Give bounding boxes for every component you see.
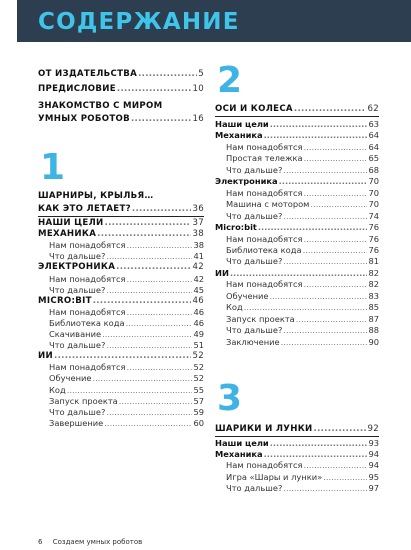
toc-entry-title: Обучение [49,373,92,384]
toc-entry-title: Нам понадобятся [226,279,303,290]
toc-entry-title: Запуск проекта [49,395,118,406]
toc-entry-page: 52 [193,373,204,384]
chapter-page: 36 [192,204,204,214]
toc-leader-dots [102,329,192,340]
toc-entry-title-line1[interactable]: ЗНАКОМСТВО С МИРОМ [38,101,163,111]
chapter-title-row[interactable] [38,204,204,217]
toc-entry[interactable] [215,245,379,256]
toc-entry-title: Нам понадобятся [226,460,303,471]
toc-leader-dots [97,229,191,240]
chapter-title: КАК ЭТО ЛЕТАЕТ? [38,204,131,214]
toc-entry-page: 81 [368,256,379,267]
toc-leader-dots [106,251,192,262]
toc-entry-title: Завершение [49,417,104,428]
toc-entry-title: Что дальше? [226,164,283,175]
toc-leader-dots [304,234,368,245]
toc-leader-dots [270,438,368,449]
toc-leader-dots [310,199,367,210]
toc-entry[interactable] [215,438,379,449]
toc-entry-page: 63 [368,119,379,129]
toc-entry-page: 37 [192,218,204,228]
toc-entry-page: 46 [193,306,204,317]
toc-entry-page: 64 [368,130,379,141]
toc-entry-title: Запуск проекта [226,313,295,324]
toc-entry-title: МЕХАНИКА [38,229,97,240]
toc-entry-page: 42 [193,273,204,284]
toc-entry-title: Обучение [226,290,269,301]
toc-entry-title: Наши цели [215,119,269,129]
toc-leader-dots [279,176,368,187]
toc-entry[interactable] [215,268,379,279]
toc-entry-title: Что дальше? [49,340,106,351]
toc-entry-page: 70 [368,199,379,210]
toc-entry-title: УМНЫХ РОБОТОВ [38,114,130,124]
toc-leader-dots [283,165,367,176]
toc-leader-dots [304,460,368,471]
toc-entry-page: 38 [192,229,204,240]
toc-entry-page: 70 [368,187,379,198]
toc-entry[interactable] [38,362,204,373]
toc-entry-page: 64 [368,141,379,152]
toc-entry[interactable] [215,256,379,267]
toc-entry[interactable] [215,165,379,176]
toc-entry[interactable] [215,337,379,348]
toc-entry[interactable] [38,373,204,384]
toc-entry-page: 82 [368,279,379,290]
toc-entry[interactable] [38,318,204,329]
toc-leader-dots [131,114,191,125]
toc-entry-page: 10 [192,84,204,94]
toc-entry-title: Игра «Шары и лунки» [226,471,323,482]
toc-entry[interactable] [215,449,379,460]
toc-leader-dots [270,119,368,130]
toc-entry-title: Что дальше? [49,251,106,262]
toc-entry[interactable] [215,472,379,483]
toc-entry[interactable] [215,314,379,325]
toc-entry-title: Код [49,384,66,395]
toc-leader-dots [304,142,368,153]
toc-entry-page: 76 [368,233,379,244]
toc-entry-page: 90 [368,336,379,347]
toc-entry-title: Наши цели [215,438,269,448]
toc-entry-title: Что дальше? [226,325,283,336]
toc-entry-title: ЭЛЕКТРОНИКА [38,262,116,273]
footer-page-number: 6 [38,538,43,546]
toc-entry[interactable] [38,385,204,396]
toc-leader-dots [132,204,192,215]
chapter-title-line1[interactable]: ШАРНИРЫ, КРЫЛЬЯ… [38,191,154,201]
toc-entry[interactable] [215,460,379,471]
toc-leader-dots [296,314,368,325]
toc-leader-dots [230,268,368,279]
toc-entry-title: Нам понадобятся [226,233,303,244]
toc-entry[interactable] [38,114,204,125]
toc-entry[interactable] [38,407,204,418]
toc-entry-title: Нам понадобятся [226,141,303,152]
toc-leader-dots [119,396,193,407]
toc-entry-title: Нам понадобятся [49,240,126,251]
toc-leader-dots [283,256,367,267]
toc-leader-dots [105,218,192,229]
chapter-title-row[interactable] [215,104,379,117]
chapter-page: 92 [367,424,379,434]
toc-leader-dots [104,418,192,429]
toc-entry-page: 42 [192,262,204,273]
toc-entry-page: 88 [368,325,379,336]
toc-entry-page: 85 [368,302,379,313]
toc-entry-page: 38 [193,240,204,251]
chapter-page: 62 [367,104,379,114]
toc-entry-page: 68 [368,164,379,175]
toc-entry-title: Нам понадобятся [49,306,126,317]
toc-entry-title: Простая тележка [226,153,303,164]
toc-entry[interactable] [38,229,204,240]
toc-entry[interactable] [38,251,204,262]
toc-entry[interactable] [38,418,204,429]
toc-leader-dots [106,285,192,296]
toc-leader-dots [283,325,367,336]
toc-entry-page: 76 [368,222,379,233]
toc-entry-title: Нам понадобятся [226,187,303,198]
toc-entry-page: 76 [368,244,379,255]
toc-leader-dots [244,302,368,313]
toc-entry[interactable] [38,240,204,251]
toc-entry-title: Что дальше? [49,406,106,417]
toc-leader-dots [127,307,193,318]
toc-entry[interactable] [38,218,204,229]
toc-leader-dots [283,211,367,222]
toc-entry-title: Библиотека кода [226,244,302,255]
toc-entry-title: Механика [215,130,263,141]
toc-entry[interactable] [38,84,204,95]
toc-leader-dots [127,362,193,373]
toc-entry-page: 41 [193,251,204,262]
toc-entry[interactable] [215,325,379,336]
toc-entry[interactable] [215,234,379,245]
toc-entry-page: 87 [368,313,379,324]
toc-entry-page: 46 [192,295,204,306]
toc-entry-title: ПРЕДИСЛОВИЕ [38,84,116,94]
toc-entry-page: 97 [368,482,379,493]
toc-leader-dots [304,153,368,164]
toc-entry-page: 55 [193,384,204,395]
toc-entry[interactable] [38,396,204,407]
toc-entry-title: Что дальше? [49,284,106,295]
toc-entry-page: 83 [368,290,379,301]
toc-entry-title: MICRO:BIT [38,295,92,306]
toc-leader-dots [294,104,367,115]
toc-entry[interactable] [38,262,204,273]
toc-entry-title: Электроника [215,176,278,187]
toc-leader-dots [127,274,193,285]
toc-leader-dots [138,69,197,80]
toc-leader-dots [303,245,368,256]
toc-entry[interactable] [215,130,379,141]
toc-leader-dots [106,340,192,351]
toc-leader-dots [281,337,368,348]
toc-leader-dots [323,472,367,483]
toc-entry-title: ОТ ИЗДАТЕЛЬСТВА [38,69,138,79]
page-footer [38,538,142,546]
toc-entry[interactable] [38,329,204,340]
toc-entry-title: ИИ [215,267,229,278]
toc-entry-page: 16 [192,114,204,124]
toc-entry-page: 93 [368,438,379,448]
toc-entry-title: Код [226,302,243,313]
header-banner [17,0,411,42]
toc-entry-page: 5 [198,69,204,79]
toc-entry-title: Что дальше? [226,256,283,267]
toc-entry-page: 60 [193,417,204,428]
toc-entry-title: Машина с мотором [226,199,310,210]
toc-leader-dots [116,262,191,273]
toc-entry-title: Скачивание [49,329,102,339]
toc-leader-dots [304,279,368,290]
toc-entry-page: 57 [193,395,204,406]
toc-entry[interactable] [215,153,379,164]
toc-entry-page: 82 [368,267,379,278]
toc-entry[interactable] [215,483,379,494]
toc-leader-dots [270,291,368,302]
toc-entry-title: НАШИ ЦЕЛИ [38,218,104,228]
toc-leader-dots [106,407,192,418]
toc-leader-dots [304,188,368,199]
toc-entry-page: 94 [368,449,379,460]
toc-entry-page: 52 [193,362,204,373]
toc-entry-page: 49 [193,329,204,339]
toc-entry[interactable] [215,176,379,187]
chapter-title: ШАРИКИ И ЛУНКИ [215,424,313,434]
toc-leader-dots [126,318,193,329]
toc-leader-dots [264,449,368,460]
toc-entry-title: Библиотека кода [49,317,125,328]
toc-entry[interactable] [215,302,379,313]
toc-entry[interactable] [215,188,379,199]
toc-entry-title: Нам понадобятся [49,362,126,373]
toc-leader-dots [264,130,368,141]
chapter-number-1: 1 [40,147,66,188]
toc-entry-title: Заключение [226,336,280,347]
toc-entry-page: 46 [193,317,204,328]
toc-entry-page: 95 [368,471,379,482]
toc-leader-dots [93,373,193,384]
toc-leader-dots [314,424,367,435]
toc-leader-dots [67,385,193,396]
toc-entry-page: 94 [368,460,379,471]
toc-entry-title: Механика [215,449,263,460]
toc-entry[interactable] [215,222,379,233]
toc-entry[interactable] [38,69,204,80]
toc-entry-title: Что дальше? [226,210,283,221]
toc-entry-title: ИИ [38,351,53,362]
toc-entry[interactable] [38,340,204,351]
chapter-title-row[interactable] [215,424,379,437]
toc-entry-page: 52 [192,351,204,362]
toc-leader-dots [117,84,192,95]
chapter-number-3: 3 [217,378,243,419]
toc-leader-dots [283,483,367,494]
toc-entry-title: Нам понадобятся [49,273,126,284]
toc-entry[interactable] [38,296,204,307]
toc-leader-dots [54,351,191,362]
chapter-number-2: 2 [217,60,243,101]
toc-entry[interactable] [215,119,379,130]
toc-entry[interactable] [215,142,379,153]
toc-entry-page: 65 [368,153,379,164]
toc-entry[interactable] [215,279,379,290]
toc-entry-page: 74 [368,210,379,221]
toc-entry-title: Что дальше? [226,482,283,493]
toc-entry[interactable] [215,199,379,210]
toc-entry[interactable] [215,291,379,302]
page-title: СОДЕРЖАНИЕ [38,9,240,35]
toc-entry[interactable] [215,211,379,222]
toc-leader-dots [93,296,192,307]
toc-leader-dots [258,222,368,233]
chapter-title: ОСИ И КОЛЕСА [215,104,293,114]
toc-entry-page: 59 [193,406,204,417]
footer-book-title: Создаем умных роботов [52,538,143,546]
toc-entry-page: 70 [368,176,379,187]
toc-leader-dots [127,240,193,251]
toc-entry[interactable] [38,351,204,362]
toc-entry[interactable] [38,274,204,285]
toc-entry-page: 45 [193,284,204,295]
toc-entry-page: 51 [193,340,204,351]
toc-entry[interactable] [38,285,204,296]
toc-entry-title: Micro:bit [215,222,257,233]
toc-entry[interactable] [38,307,204,318]
